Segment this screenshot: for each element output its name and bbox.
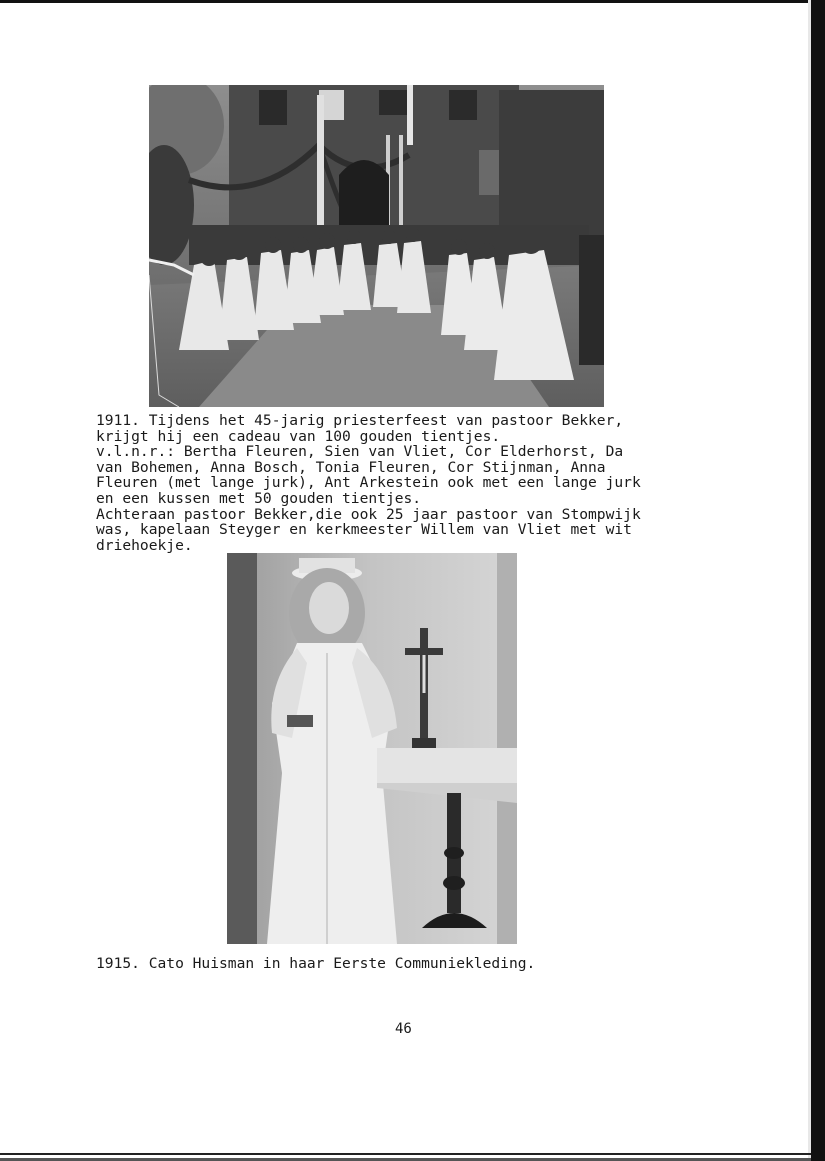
group-photo-drawing — [149, 85, 604, 407]
caption-line: v.l.n.r.: Bertha Fleuren, Sien van Vliet, Cor Elderhorst, Da — [96, 443, 624, 461]
scan-edge-right — [811, 0, 825, 1161]
caption-line: krijgt hij een cadeau van 100 gouden tientjes. — [96, 427, 501, 445]
caption-line: driehoekje. — [96, 536, 193, 554]
scan-edge-top — [0, 0, 825, 3]
caption-1911 — [96, 413, 736, 553]
scan-edge-bottom — [0, 1153, 811, 1155]
caption-line: van Bohemen, Anna Bosch, Tonia Fleuren, Cor Stijnman, Anna — [96, 458, 606, 476]
caption-line: was, kapelaan Steyger en kerkmeester Willem van Vliet met wit — [96, 521, 632, 539]
caption-line: 1911. Tijdens het 45-jarig priesterfeest van pastoor Bekker, — [96, 412, 624, 429]
communion-portrait-drawing — [227, 553, 517, 944]
caption-1915: 1915. Cato Huisman in haar Eerste Communiekleding. — [96, 955, 536, 972]
caption-line: Fleuren (met lange jurk), Ant Arkestein ook met een lange jurk — [96, 474, 641, 492]
caption-line: Achteraan pastoor Bekker,die ook 25 jaar pastoor van Stompwijk — [96, 505, 641, 523]
page-number: 46 — [395, 1021, 412, 1037]
group-photo-1911 — [149, 85, 604, 407]
caption-line: en een kussen met 50 gouden tientjes. — [96, 489, 422, 507]
communion-portrait-photo — [227, 553, 517, 944]
